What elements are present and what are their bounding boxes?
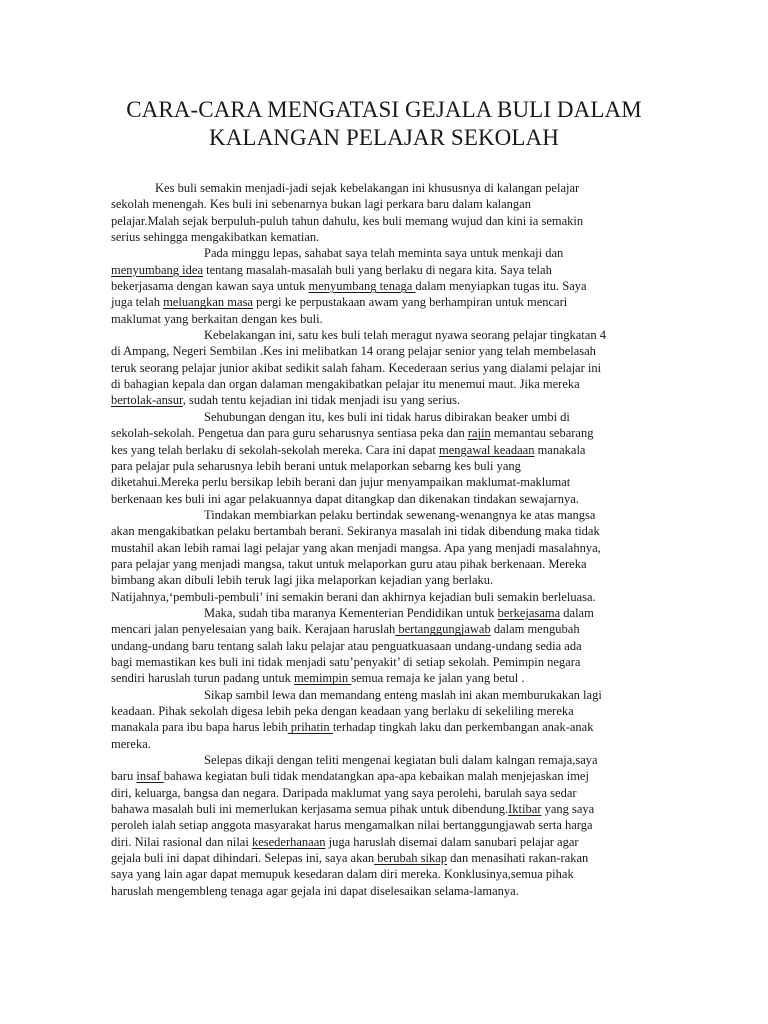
underlined-phrase: memimpin: [293, 671, 352, 686]
text-segment: dalam: [560, 605, 594, 620]
text-segment: serius sehingga mengakibatkan kematian.: [111, 230, 320, 245]
text-segment: sekolah-sekolah. Pengetua dan para guru seharusnya sentiasa peka dan: [111, 426, 468, 441]
paragraph: [111, 180, 656, 245]
text-segment: terhadap tingkah laku dan perkembangan anak-anak: [332, 720, 594, 735]
text-line: [111, 752, 656, 768]
underlined-phrase: bertanggungjawab: [395, 622, 491, 637]
text-line: [111, 719, 656, 735]
underlined-phrase: bertolak-ansur: [111, 393, 183, 408]
text-line: [111, 409, 656, 425]
paragraph: [111, 687, 656, 752]
text-segment: diketahui.Mereka perlu bersikap lebih berani dan jujur menyampaikan maklumat-maklumat: [111, 475, 571, 490]
text-segment: bimbang akan dibuli lebih teruk lagi jika melaporkan kejadian yang berlaku.: [111, 573, 494, 588]
text-line: [111, 392, 656, 408]
text-segment: diri. Nilai rasional dan nilai: [111, 834, 252, 849]
text-segment: diri, keluarga, bangsa dan negara. Daripada maklumat yang saya perolehi, barulah saya sedar: [111, 785, 577, 800]
text-line: [111, 376, 656, 392]
text-line: [111, 311, 656, 327]
text-segment: Pada minggu lepas, sahabat saya telah meminta saya untuk menkaji dan: [204, 246, 564, 261]
text-segment: peroleh ialah setiap anggota masyarakat harus mengamalkan nilai bertanggungjawab serta harga: [111, 818, 593, 833]
text-line: [111, 768, 656, 784]
text-segment: yang saya: [541, 802, 595, 817]
underlined-phrase: insaf: [136, 769, 164, 784]
text-segment: dan menasihati rakan-rakan: [447, 851, 589, 866]
text-line: [111, 474, 656, 490]
text-line: [111, 491, 656, 507]
underlined-phrase: Iktibar: [508, 802, 542, 817]
text-line: [111, 785, 656, 801]
text-line: [111, 442, 656, 458]
text-line: [111, 850, 656, 866]
underlined-phrase: menyumbang idea: [111, 262, 203, 277]
text-segment: pergi ke perpustakaan awam yang berhampiran untuk mencari: [252, 295, 568, 310]
text-line: [111, 654, 656, 670]
text-segment: juga haruslah disemai dalam sanubari pelajar agar: [325, 834, 579, 849]
text-segment: di Ampang, Negeri Sembilan .Kes ini melibatkan 14 orang pelajar senior yang telah membelasah: [111, 344, 596, 359]
underlined-phrase: mengawal keadaan: [439, 442, 535, 457]
text-line: [111, 425, 656, 441]
text-line: [111, 605, 656, 621]
text-segment: manakala para ibu bapa harus lebih: [111, 720, 288, 735]
text-segment: bagi memastikan kes buli ini tidak menjadi satu’penyakit’ di setiap sekolah. Pemimpin negara: [111, 654, 581, 669]
text-line: [111, 294, 656, 310]
text-segment: Maka, sudah tiba maranya Kementerian Pendidikan untuk: [204, 605, 498, 620]
text-segment: keadaan. Pihak sekolah digesa lebih peka dengan keadaan yang berlaku di sekeliling mereka: [111, 704, 574, 718]
text-line: [111, 883, 656, 899]
underlined-phrase: prihatin: [287, 720, 333, 735]
text-segment: Sikap sambil lewa dan memandang enteng maslah ini akan memburukakan lagi: [204, 687, 602, 702]
text-segment: manakala: [534, 442, 586, 457]
text-line: [111, 572, 656, 588]
text-line: [111, 245, 656, 261]
text-segment: mencari jalan penyelesaian yang baik. Kerajaan haruslah: [111, 622, 396, 637]
underlined-phrase: berubah sikap: [374, 851, 448, 866]
paragraph: [111, 245, 656, 327]
underlined-phrase: kesederhanaan: [251, 834, 326, 849]
text-segment: baru: [111, 769, 137, 784]
text-segment: juga telah: [111, 295, 164, 310]
text-segment: pelajar.Malah sejak berpuluh-puluh tahun dahulu, kes buli memang wujud dan kini ia semakin: [111, 213, 584, 228]
underlined-phrase: menyumbang tenaga: [308, 279, 416, 294]
document-body: [111, 180, 656, 899]
text-segment: dalam menyiapkan tugas itu. Saya: [415, 279, 587, 294]
text-line: [111, 687, 656, 703]
text-segment: haruslah mengembleng tenaga agar gejala ini dapat diselesaikan selama-lamanya.: [111, 883, 519, 898]
text-segment: para pelajar yang menjadi mangsa, takut untuk melaporkan guru atau pihak berkenaan. Mereka: [111, 556, 587, 571]
text-segment: para pelajar pula seharusnya lebih berani untuk melaporkan sebarng kes buli yang: [111, 458, 521, 473]
text-segment: teruk seorang pelajar junior akibat sedikit salah faham. Kecederaan serius yang dialami pelajar ini: [111, 360, 602, 375]
underlined-phrase: rajin: [467, 426, 491, 441]
text-segment: Natijahnya,‘pembuli-pembuli’ ini semakin berani dan akhirnya kejadian buli semakin berleluasa.: [111, 589, 596, 604]
text-line: [111, 866, 656, 882]
text-segment: bahawa masalah buli ini memerlukan kerjasama semua pihak untuk dibendung.: [111, 802, 509, 817]
text-line: [111, 736, 656, 752]
text-segment: dalam mengubah: [490, 622, 580, 637]
text-line: [111, 817, 656, 833]
text-line: [111, 703, 656, 719]
text-segment: Sehubungan dengan itu, kes buli ini tidak harus dibirakan beaker umbi di: [204, 409, 570, 424]
text-segment: tentang masalah-masalah buli yang berlaku di negara kita. Saya telah: [203, 262, 552, 277]
text-line: [111, 278, 656, 294]
text-line: [111, 360, 656, 376]
text-segment: , sudah tentu kejadian ini tidak menjadi isu yang serius.: [182, 393, 461, 408]
text-segment: Kes buli semakin menjadi-jadi sejak kebelakangan ini khususnya di kalangan pelajar: [155, 181, 580, 195]
text-segment: Kebelakangan ini, satu kes buli telah meragut nyawa seorang pelajar tingkatan 4: [204, 328, 606, 343]
document-title: [40, 96, 728, 152]
text-segment: bekerjasama dengan kawan saya untuk: [111, 279, 309, 294]
underlined-phrase: berkejasama: [497, 605, 561, 620]
text-segment: mustahil akan lebih ramai lagi pelajar yang akan menjadi mangsa. Apa yang menjadi masalahnya,: [111, 540, 601, 555]
text-line: [111, 262, 656, 278]
text-line: [111, 523, 656, 539]
text-segment: saya yang lain agar dapat memupuk kesedaran dalam diri mereka. Konklusinya,semua pihak: [111, 867, 574, 882]
text-segment: memantau sebarang: [490, 426, 594, 441]
text-segment: maklumat yang berkaitan dengan kes buli.: [111, 311, 323, 326]
text-segment: kes yang telah berlaku di sekolah-sekolah mereka. Cara ini dapat: [111, 442, 440, 457]
title-line: CARA-CARA MENGATASI GEJALA BULI DALAM: [126, 97, 642, 122]
text-line: [111, 229, 656, 245]
text-segment: di bahagian kepala dan organ dalaman mengakibatkan pelajar itu menemui maut. Jika mereka: [111, 377, 580, 392]
text-segment: mereka.: [111, 736, 151, 751]
text-segment: sekolah menengah. Kes buli ini sebenarnya bukan lagi perkara baru dalam kalangan: [111, 197, 531, 212]
title-line: KALANGAN PELAJAR SEKOLAH: [209, 125, 559, 150]
text-segment: Selepas dikaji dengan teliti mengenai kegiatan buli dalam kalngan remaja,saya: [204, 753, 598, 768]
text-line: [111, 343, 656, 359]
text-line: [111, 180, 656, 196]
paragraph: [111, 507, 656, 605]
paragraph: [111, 605, 656, 687]
text-line: [111, 196, 656, 212]
paragraph: [111, 327, 656, 409]
text-line: [111, 507, 656, 523]
text-segment: berkenaan kes buli ini agar pelakuannya dapat ditangkap dan dikenakan tindakan sewajarnya.: [111, 491, 579, 506]
text-line: [111, 834, 656, 850]
text-segment: Tindakan membiarkan pelaku bertindak sewenang-wenangnya ke atas mangsa: [204, 507, 596, 522]
text-segment: bahawa kegiatan buli tidak mendatangkan apa-apa kebaikan malah menjejaskan imej: [163, 769, 589, 784]
text-line: [111, 540, 656, 556]
text-line: [111, 638, 656, 654]
text-segment: akan mengakibatkan pelaku bertambah berani. Sekiranya masalah ini tidak dibendung maka tidak: [111, 524, 600, 539]
text-line: [111, 801, 656, 817]
underlined-phrase: meluangkan masa: [163, 295, 253, 310]
text-segment: undang-undang baru tentang salah laku pelajar atau penguatkuasaan undang-undang sedia ada: [111, 638, 582, 653]
paragraph: [111, 752, 656, 899]
text-line: [111, 458, 656, 474]
paragraph: [111, 409, 656, 507]
text-line: [111, 589, 656, 605]
text-line: [111, 670, 656, 686]
text-line: [111, 327, 656, 343]
text-segment: gejala buli ini dapat dihindari. Selepas ini, saya akan: [111, 851, 375, 866]
text-line: [111, 213, 656, 229]
text-segment: sendiri haruslah turun padang untuk: [111, 671, 294, 686]
text-line: [111, 621, 656, 637]
text-line: [111, 556, 656, 572]
text-segment: semua remaja ke jalan yang betul .: [351, 671, 525, 686]
